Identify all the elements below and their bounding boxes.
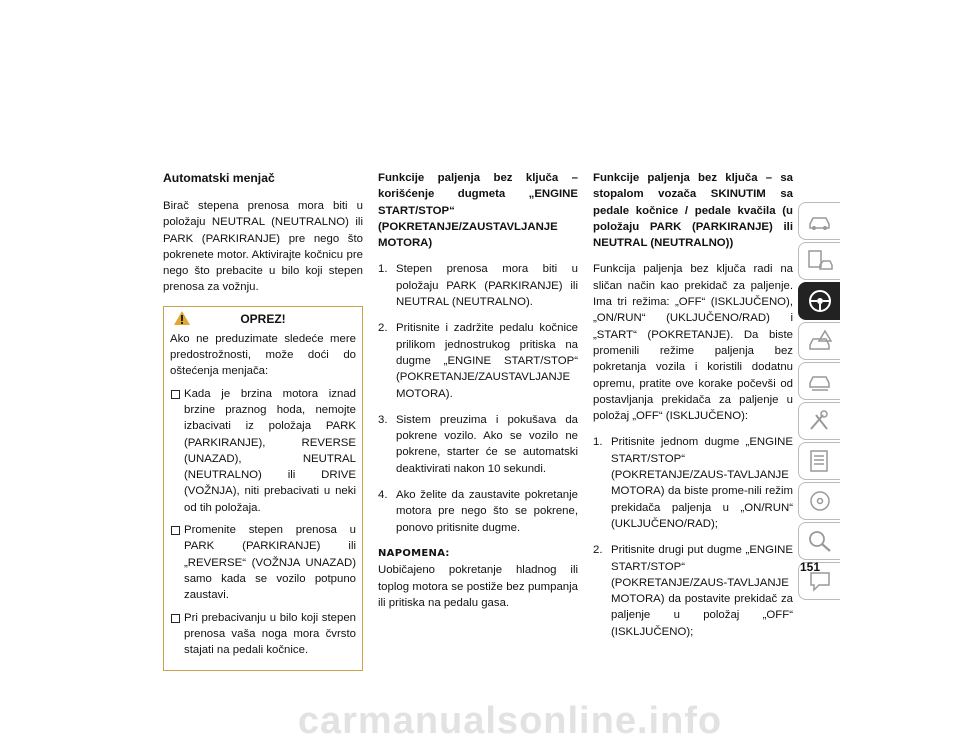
chapter-tab[interactable] [798,442,840,480]
chapter-tab[interactable] [798,322,840,360]
caution-title: OPREZ! [240,311,286,326]
numbered-step: 1. Pritisnite jednom dugme „ENGINE START/STOP“ (POKRETANJE/ZAUS-TAVLJANJE MOTORA) da biste prome-nili režim prekidača paljenja u „ON/RUN“ (UKLJUČENO/RAD); [593,436,793,530]
checklist-car-icon [807,249,833,273]
caution-bullet: Pri prebacivanju u bilo koji stepen prenosa vaša noga mora čvrsto stajati na pedali kočnice. [170,610,356,659]
section-heading-keyless-foot-off: Funkcije paljenja bez ključa – sa stopalom vozača SKINUTIM sa pedale kočnice / pedale kvačila (u položaju PARK (PARKIRANJE) ili NEUTRAL (NEUTRALNO)) [593,172,793,250]
column-right [593,170,793,650]
wrench-screwdriver-icon [807,409,833,433]
column-left [163,170,363,671]
numbered-step: 2. Pritisnite i zadržite pedalu kočnice prilikom jednostrukog pritiska na dugme „ENGINE START/STOP“ (POKRETANJE/ZAUSTAVLJANJE MOTORA). [378,322,578,400]
warning-icon [174,311,190,325]
caution-bullet: Kada je brzina motora iznad brzine praznog hoda, nemojte izbacivati iz položaja PARK (PARKIRANJE), REVERSE (UNAZAD), NEUTRAL (NEUTRALNO) ili DRIVE (VOŽNJA), niti prebacivati u neki od tih položaja. [170,386,356,516]
car-icon [807,209,833,233]
note-label: NAPOMENA: [378,547,450,559]
caution-header [170,307,356,331]
chapter-tab[interactable] [798,402,840,440]
car-service-icon [807,369,833,393]
intro-paragraph: Birač stepena prenosa mora biti u položaju NEUTRAL (NEUTRALNO) ili PARK (PARKIRANJE) pre nego što pokrenete motor. Aktivirajte kočnicu pre nego što prebacite u bilo koji stepen prenosa za vožnju. [163,200,363,294]
caution-box [163,306,363,672]
numbered-step: 1. Stepen prenosa mora biti u položaju PARK (PARKIRANJE) ili NEUTRAL (NEUTRALNO). [378,263,578,309]
checkbox-bullet-icon [171,614,180,623]
chapter-tabs [798,202,840,602]
spec-list-icon [807,449,833,473]
chapter-tab-active[interactable] [798,282,840,320]
checkbox-bullet-icon [171,390,180,399]
chapter-tab[interactable] [798,242,840,280]
caution-bullet: Promenite stepen prenosa u PARK (PARKIRANJE) ili „REVERSE“ (VOŽNJA UNAZAD) samo kada se vozilo potpuno zaustavi. [170,522,356,603]
column-middle [378,170,578,621]
checkbox-bullet-icon [171,526,180,535]
numbered-step: 2. Pritisnite drugi put dugme „ENGINE START/STOP“ (POKRETANJE/ZAUS-TAVLJANJE MOTORA) da postavite prekidač za paljenje u položaj „OFF“ (ISKLJUČENO); [593,544,793,638]
page-number: 151 [800,560,821,574]
caution-text: Ako ne preduzimate sledeće mere predostrožnosti, može doći do oštećenja menjača: [170,332,356,378]
watermark: carmanualsonline.info [297,700,723,742]
section-heading-keyless-start: Funkcije paljenja bez ključa – korišćenje dugmeta „ENGINE START/STOP“ (POKRETANJE/ZAUSTAVLJANJE MOTORA) [378,172,578,250]
steering-wheel-icon [807,289,833,313]
section-heading-automatic-transmission: Automatski menjač [163,171,275,185]
chapter-tab[interactable] [798,362,840,400]
chapter-tab[interactable] [798,482,840,520]
numbered-step: 3. Sistem preuzima i pokušava da pokrene vozilo. Ako se vozilo ne pokrene, starter će se automatski deaktivirati nakon 10 sekundi. [378,413,578,475]
numbered-step: 4. Ako želite da zaustavite pokretanje motora pre nego što se pokrene, ponovo pritisnite dugme. [378,489,578,534]
magnifier-icon [807,529,833,553]
intro-paragraph: Funkcija paljenja bez ključa radi na sličan način kao prekidač za paljenje. Ima tri režima: „OFF“ (ISKLJUČENO), „ON/RUN“ (UKLJUČENO/RAD) i „START“ (POKRETANJE). Da biste promenili režime paljenja bez pokretanja vozila i koristili dodatnu opremu, pratite ove korake počevši od postavljanja prekidača za paljenje u položaj „OFF“ (ISKLJUČENO): [593,263,793,423]
chapter-tab[interactable] [798,522,840,560]
note-text: Uobičajeno pokretanje hladnog ili toplog motora se postiže bez pumpanja ili pritiska na pedalu gasa. [378,564,578,609]
media-disc-icon [807,489,833,513]
chapter-tab[interactable] [798,202,840,240]
warning-car-icon [807,329,833,353]
